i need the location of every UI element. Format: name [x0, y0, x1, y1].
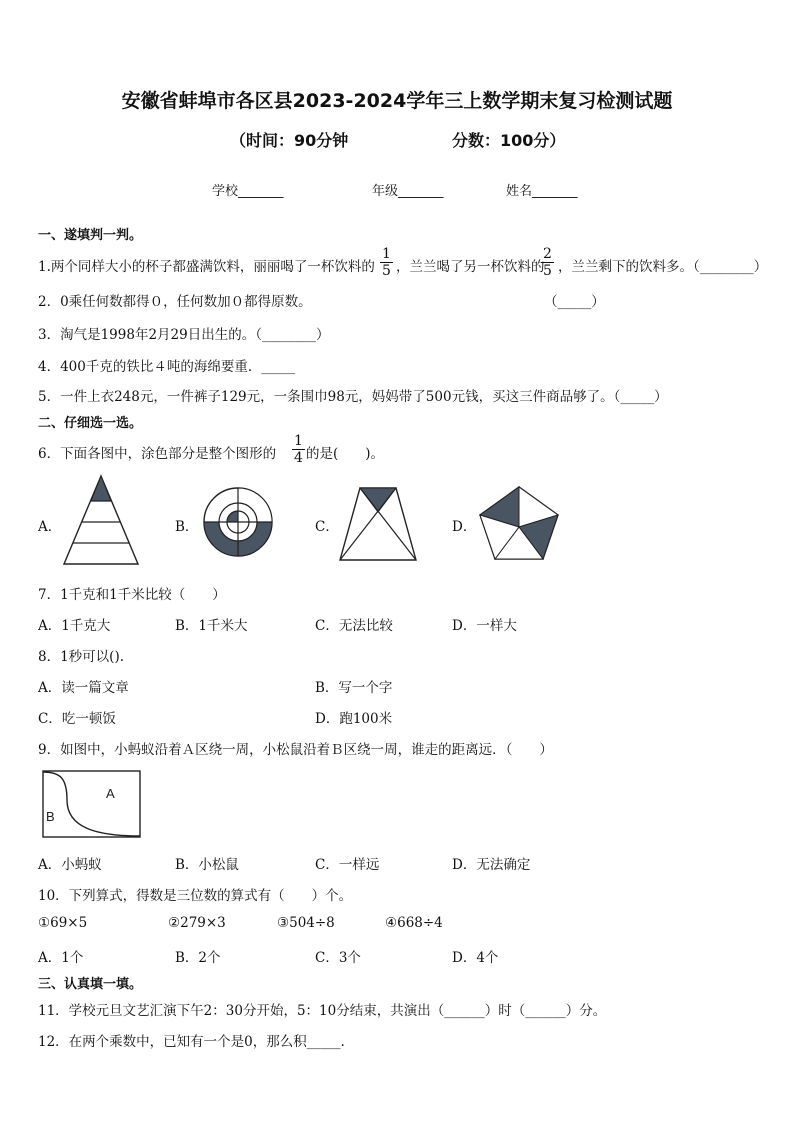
fraction-numerator: 1	[382, 246, 391, 262]
q6-option-d: D．	[452, 519, 477, 535]
q7-option-c: C．无法比较	[315, 618, 393, 634]
fraction-numerator: 1	[294, 433, 303, 449]
question-10: 10．下列算式，得数是三位数的算式有（ ）个。	[38, 888, 353, 904]
fraction-1-5	[380, 246, 393, 279]
school-field: 学校_______	[212, 184, 284, 199]
pentagon-figure	[478, 485, 560, 561]
q6-option-c: C．	[315, 519, 339, 535]
section-3-heading: 三、认真填一填。	[38, 977, 143, 992]
question-5: 5．一件上衣248元，一件裤子129元，一条围巾98元，妈妈带了500元钱，买这三件商品够了。（_____）	[38, 389, 668, 405]
q10-option-a: A．1个	[38, 950, 84, 966]
fraction-denominator: 5	[543, 263, 552, 279]
exam-score: 分数：100分）	[452, 131, 566, 150]
triangle-figure	[62, 474, 140, 566]
q10-option-d: D．4个	[452, 950, 499, 966]
q8-option-b: B．写一个字	[315, 680, 393, 696]
q10-item-3: ③504÷8	[277, 915, 335, 931]
grade-field: 年级_______	[372, 184, 444, 199]
question-2: 2．0乘任何数都得０，任何数加０都得原数。	[38, 294, 312, 310]
q7-option-a: A．1千克大	[38, 618, 111, 634]
question-7: 7．1千克和1千米比较（ ）	[38, 587, 226, 603]
question-1	[38, 255, 375, 275]
fraction-numerator: 2	[543, 246, 552, 262]
region-figure	[42, 770, 142, 840]
section-2-heading: 二、仔细选一选。	[38, 416, 143, 431]
q10-option-b: B．2个	[175, 950, 221, 966]
question-1-text-b: ，兰兰喝了另一杯饮料的	[396, 259, 545, 275]
q9-option-c: C．一样远	[315, 857, 380, 873]
q7-option-d: D．一样大	[452, 618, 517, 634]
region-rect	[43, 771, 140, 837]
page-title: 安徽省蚌埠市各区县2023-2024学年三上数学期末复习检测试题	[121, 90, 673, 112]
question-4: 4．400千克的铁比４吨的海绵要重．_____	[38, 359, 296, 375]
q8-option-d: D．跑100米	[315, 711, 393, 727]
ring-figure	[202, 486, 274, 558]
q7-option-b: B．1千米大	[175, 618, 248, 634]
fraction-1-4	[292, 433, 305, 466]
region-label-a: A	[106, 786, 115, 801]
question-1-text-c: ，兰兰剩下的饮料多。（________）	[558, 259, 768, 275]
name-field: 姓名_______	[506, 184, 578, 199]
fraction-2-5	[541, 246, 554, 279]
q8-option-c: C．吃一顿饭	[38, 711, 116, 727]
section-1-heading: 一、遂填判一判。	[38, 228, 143, 243]
question-1-text-a: 1.两个同样大小的杯子都盛满饮料，丽丽喝了一杯饮料的	[38, 259, 375, 275]
q10-item-4: ④668÷4	[385, 915, 443, 931]
q6-option-a: A．	[38, 519, 62, 535]
q9-option-a: A．小蚂蚁	[38, 857, 102, 873]
exam-time: （时间：90分钟	[230, 131, 349, 150]
triangle-shaded-top	[91, 476, 111, 501]
q10-item-1: ①69×5	[38, 915, 88, 931]
question-11: 11．学校元旦文艺汇演下午2：30分开始，5：10分结束，共演出（______）时（______）分。	[38, 1003, 607, 1019]
question-6-text-b: 的是( )。	[306, 446, 385, 462]
question-9: 9．如图中，小蚂蚁沿着Ａ区绕一周，小松鼠沿着Ｂ区绕一周，谁走的距离远．（ ）	[38, 742, 553, 758]
q9-option-d: D．无法确定	[452, 857, 531, 873]
q10-item-2: ②279×3	[168, 915, 226, 931]
fraction-denominator: 5	[382, 263, 391, 279]
question-12: 12．在两个乘数中，已知有一个是0，那么积_____.	[38, 1034, 345, 1050]
question-2-blank: （_____）	[544, 294, 605, 310]
fraction-denominator: 4	[294, 450, 303, 466]
trapezoid-figure	[338, 486, 418, 562]
region-label-b: B	[46, 809, 55, 824]
question-6-text-a: 6．下面各图中，涂色部分是整个图形的	[38, 446, 277, 462]
question-8: 8．1秒可以().	[38, 649, 125, 665]
q8-option-a: A．读一篇文章	[38, 680, 129, 696]
q6-option-b: B．	[175, 519, 199, 535]
q10-option-c: C．3个	[315, 950, 361, 966]
question-3: 3．淘气是1998年2月29日出生的。（________）	[38, 327, 330, 343]
q9-option-b: B．小松鼠	[175, 857, 239, 873]
